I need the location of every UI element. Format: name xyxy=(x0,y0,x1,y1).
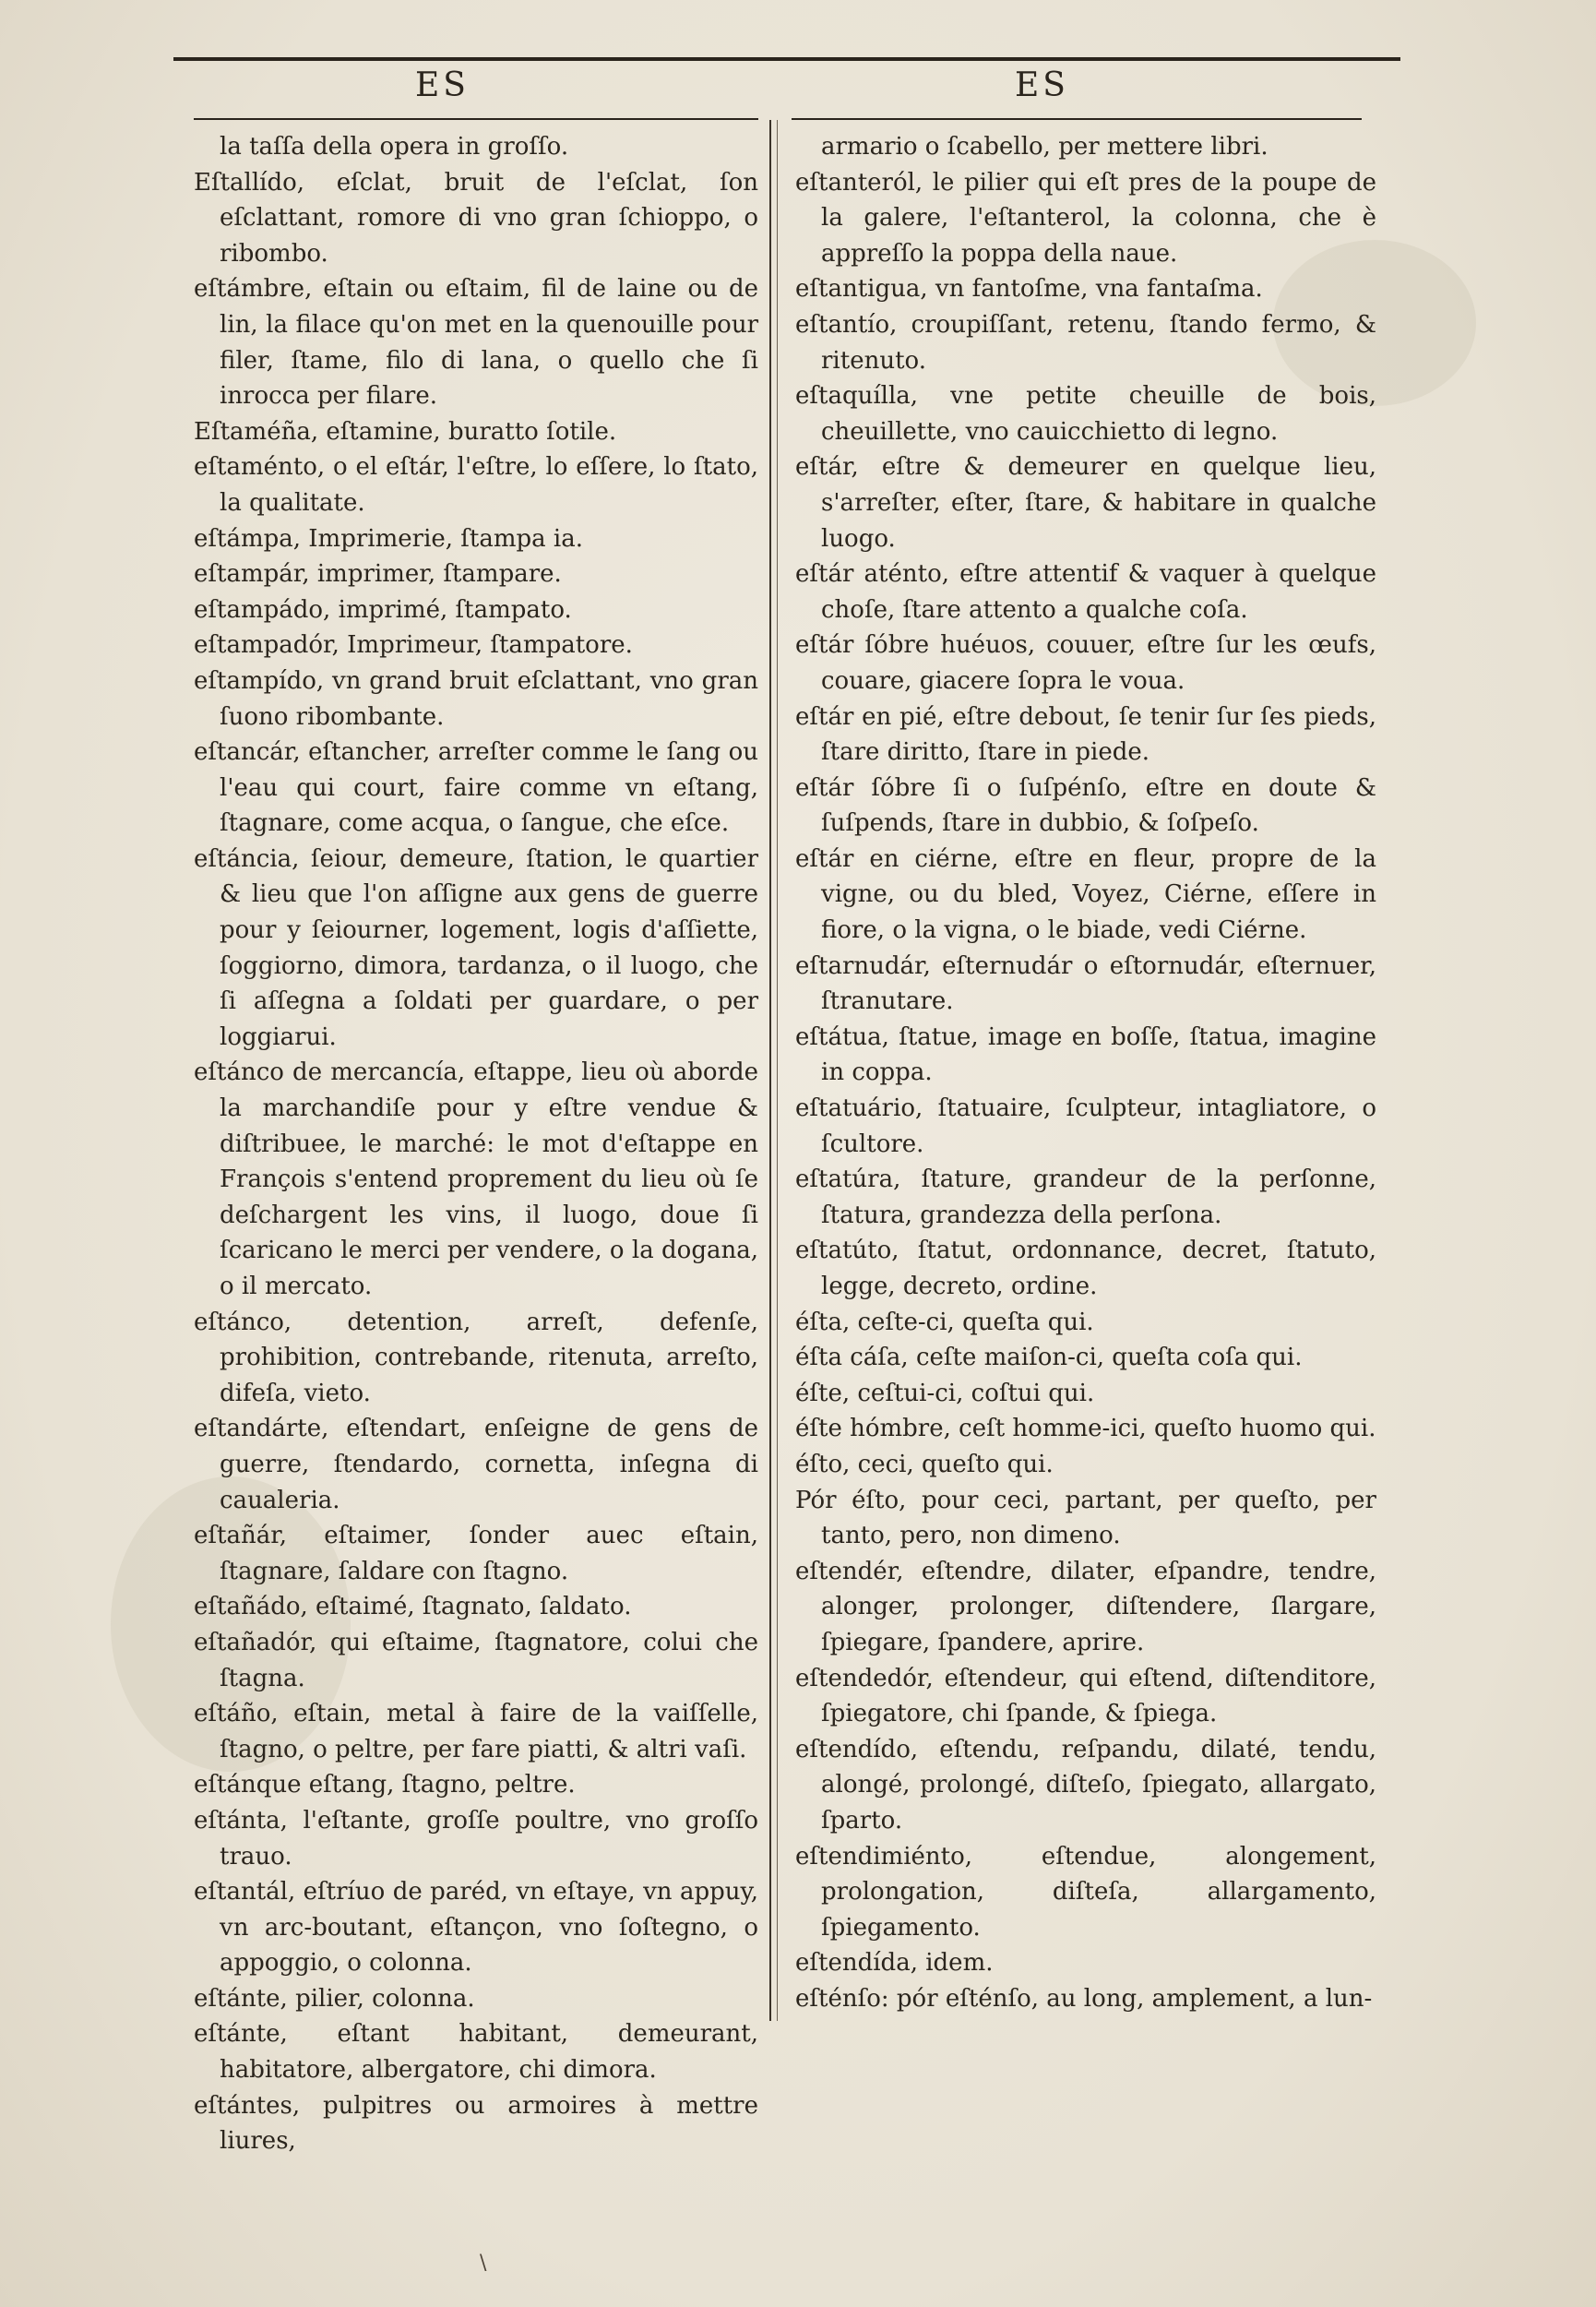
dictionary-entry: eſtampádo, imprimé, ſtampato. xyxy=(194,595,572,624)
dictionary-entry: eſtáncia, ſeiour, demeure, ſtation, le quartier & lieu que l'on aſſigne aux gens de guerre pour y ſeiourner, logement, logis d'aſſiette, ſoggiorno, dimora, tardanza, o il luogo, che ſi aſſegna a ſoldati per guardare, o per loggiarui. xyxy=(194,844,758,1051)
dictionary-entry: eſtantál, eſtríuo de paréd, vn eſtaye, vn appuy, vn arc-boutant, eſtançon, vno ſoſtegno, o appoggio, o colonna. xyxy=(194,1878,758,1978)
dictionary-entry: éſta, ceſte-ci, queſta qui. xyxy=(795,1308,1094,1336)
dictionary-entry: eſtatuário, ſtatuaire, ſculpteur, intagliatore, o ſcultore. xyxy=(795,1094,1376,1158)
dictionary-entry: éſte hómbre, ceſt homme-ici, queſto huomo qui. xyxy=(795,1415,1376,1443)
dictionary-entry: eſtendimiénto, eſtendue, alongement, prolongation, diſteſa, allargamento, ſpiegamento. xyxy=(795,1842,1376,1942)
dictionary-entry: eſtarnudár, eſternudár o eſtornudár, eſternuer, ſtranutare. xyxy=(795,951,1376,1016)
dictionary-entry: eſtár ſóbre ſi o ſuſpénſo, eſtre en doute & ſuſpends, ſtare in dubbio, & ſoſpeſo. xyxy=(795,773,1376,838)
page-mark: \ xyxy=(480,2252,487,2275)
dictionary-entry: eſtampár, imprimer, ſtampare. xyxy=(194,560,562,589)
dictionary-entry: eſtánco de mercancía, eſtappe, lieu où aborde la marchandiſe pour y eſtre vendue & diſtribuee, le marché: le mot d'eſtappe en François s'entend proprement du lieu où ſe deſchargent les vins, il luogo, doue ſi ſcaricano le merci per vendere, o la dogana, o il mercato. xyxy=(194,1058,758,1300)
dictionary-entry: Pór éſto, pour ceci, partant, per queſto, per tanto, pero, non dimeno. xyxy=(795,1486,1376,1550)
dictionary-entry: eſtámbre, eſtain ou eſtaim, fil de laine ou de lin, la filace qu'on met en la quenouille pour filer, ſtame, filo di lana, o quello che ſi inrocca per filare. xyxy=(194,275,758,411)
top-rule xyxy=(173,57,1400,61)
dictionary-entry: Eſtallído, eſclat, bruit de l'eſclat, ſon eſclattant, romore di vno gran ſchioppo, o ribombo. xyxy=(194,168,758,268)
dictionary-entry: eſtaménto, o el eſtár, l'eſtre, lo eſſere, lo ſtato, la qualitate. xyxy=(194,453,758,517)
dictionary-entry: eſtancár, eſtancher, arreſter comme le ſang ou l'eau qui court, faire comme vn eſtang, ſtagnare, come acqua, o ſangue, che eſce. xyxy=(194,738,758,838)
dictionary-entry: eſtañádo, eſtaimé, ſtagnato, ſaldato. xyxy=(194,1593,632,1621)
dictionary-entry: eſtánque eſtang, ſtagno, peltre. xyxy=(194,1771,576,1799)
dictionary-entry: eſtár ſóbre huéuos, couuer, eſtre ſur les œufs, couare, giacere ſopra le voua. xyxy=(795,631,1376,695)
dictionary-entry: eſtáño, eſtain, metal à faire de la vaiſſelle, ſtagno, o peltre, per fare piatti, & altri vaſi. xyxy=(194,1700,758,1763)
dictionary-entry: eſtár en pié, eſtre debout, ſe tenir ſur ſes pieds, ſtare diritto, ſtare in piede. xyxy=(795,702,1376,767)
dictionary-entry: eſtandárte, eſtendart, enſeigne de gens de guerre, ſtendardo, cornetta, inſegna di caualeria. xyxy=(194,1415,758,1514)
dictionary-entry: eſtendedór, eſtendeur, qui eſtend, diſtenditore, ſpiegatore, chi ſpande, & ſpiega. xyxy=(795,1664,1376,1728)
dictionary-entry: eſtánte, eſtant habitant, demeurant, habitatore, albergatore, chi dimora. xyxy=(194,2020,758,2085)
left-column xyxy=(194,129,758,2159)
head-rule-left xyxy=(194,118,758,120)
dictionary-entry: eſtampído, vn grand bruit eſclattant, vno gran ſuono ribombante. xyxy=(194,666,758,731)
dictionary-entry: eſtendído, eſtendu, reſpandu, dilaté, tendu, alongé, prolongé, diſteſo, ſpiegato, allargato, ſparto. xyxy=(795,1735,1376,1835)
dictionary-entry: éſta cáſa, ceſte maiſon-ci, queſta coſa qui. xyxy=(795,1344,1303,1372)
column-divider xyxy=(769,120,771,2021)
dictionary-entry: Eſtaméña, eſtamine, buratto ſotile. xyxy=(194,417,617,446)
dictionary-entry: eſtampadór, Imprimeur, ſtampatore. xyxy=(194,631,633,660)
dictionary-entry: eſtámpa, Imprimerie, ſtampa ia. xyxy=(194,524,584,553)
head-rule-right xyxy=(792,118,1362,120)
dictionary-entry: eſtár en ciérne, eſtre en fleur, propre de la vigne, ou du bled, Voyez, Ciérne, eſſere in fiore, o la vigna, o le biade, vedi Ciérne. xyxy=(795,844,1376,945)
dictionary-entry: eſtatúto, ſtatut, ordonnance, decret, ſtatuto, legge, decreto, ordine. xyxy=(795,1237,1376,1300)
dictionary-entry: eſtánta, l'eſtante, groſſe poultre, vno groſſo trauo. xyxy=(194,1806,758,1871)
dictionary-entry: eſtatúra, ſtature, grandeur de la perſonne, ſtatura, grandezza della perſona. xyxy=(795,1165,1376,1229)
dictionary-entry: éſte, ceſtui-ci, coſtui qui. xyxy=(795,1379,1095,1407)
dictionary-entry: eſtantío, croupiſſant, retenu, ſtando fermo, & ritenuto. xyxy=(795,310,1376,375)
dictionary-entry: armario o ſcabello, per mettere libri. xyxy=(821,133,1268,161)
dictionary-entry: eſtánco, detention, arreſt, defenſe, prohibition, contrebande, ritenuta, arreſto, difeſa, vieto. xyxy=(194,1308,758,1407)
dictionary-entry: éſto, ceci, queſto qui. xyxy=(795,1450,1054,1478)
dictionary-entry: eſtaquílla, vne petite cheuille de bois, cheuillette, vno cauicchietto di legno. xyxy=(795,382,1376,446)
dictionary-entry: eſtár aténto, eſtre attentif & vaquer à quelque choſe, ſtare attento a qualche coſa. xyxy=(795,560,1376,624)
dictionary-entry: eſtár, eſtre & demeurer en quelque lieu, s'arreſter, eſter, ſtare, & habitare in qualche luogo. xyxy=(795,453,1376,553)
running-head-left: ES xyxy=(415,66,470,104)
dictionary-entry: eſtátua, ſtatue, image en boſſe, ſtatua, imagine in coppa. xyxy=(795,1022,1376,1087)
dictionary-entry: eſtanteról, le pilier qui eſt pres de la poupe de la galere, l'eſtanterol, la colonna, che è appreſſo la poppa della naue. xyxy=(795,168,1376,268)
dictionary-entry: eſtántes, pulpitres ou armoires à mettre liures, xyxy=(194,2091,758,2156)
dictionary-entry: eſténſo: pór eſténſo, au long, amplement, a lun- xyxy=(795,1984,1373,2013)
dictionary-entry: eſtañadór, qui eſtaime, ſtagnatore, colui che ſtagna. xyxy=(194,1628,758,1692)
dictionary-entry: la taſſa della opera in groſſo. xyxy=(220,133,569,161)
right-column xyxy=(795,129,1376,2016)
dictionary-entry: eſtendída, idem. xyxy=(795,1949,994,1978)
dictionary-entry: eſtánte, pilier, colonna. xyxy=(194,1984,475,2013)
column-divider xyxy=(777,120,778,2021)
dictionary-entry: eſtantigua, vn fantoſme, vna fantaſma. xyxy=(795,275,1263,304)
dictionary-entry: eſtañár, eſtaimer, ſonder auec eſtain, ſtagnare, ſaldare con ſtagno. xyxy=(194,1522,758,1585)
dictionary-entry: eſtendér, eſtendre, dilater, eſpandre, tendre, alonger, prolonger, diſtendere, ſlargare, ſpiegare, ſpandere, aprire. xyxy=(795,1557,1376,1656)
running-head-right: ES xyxy=(1015,66,1069,104)
